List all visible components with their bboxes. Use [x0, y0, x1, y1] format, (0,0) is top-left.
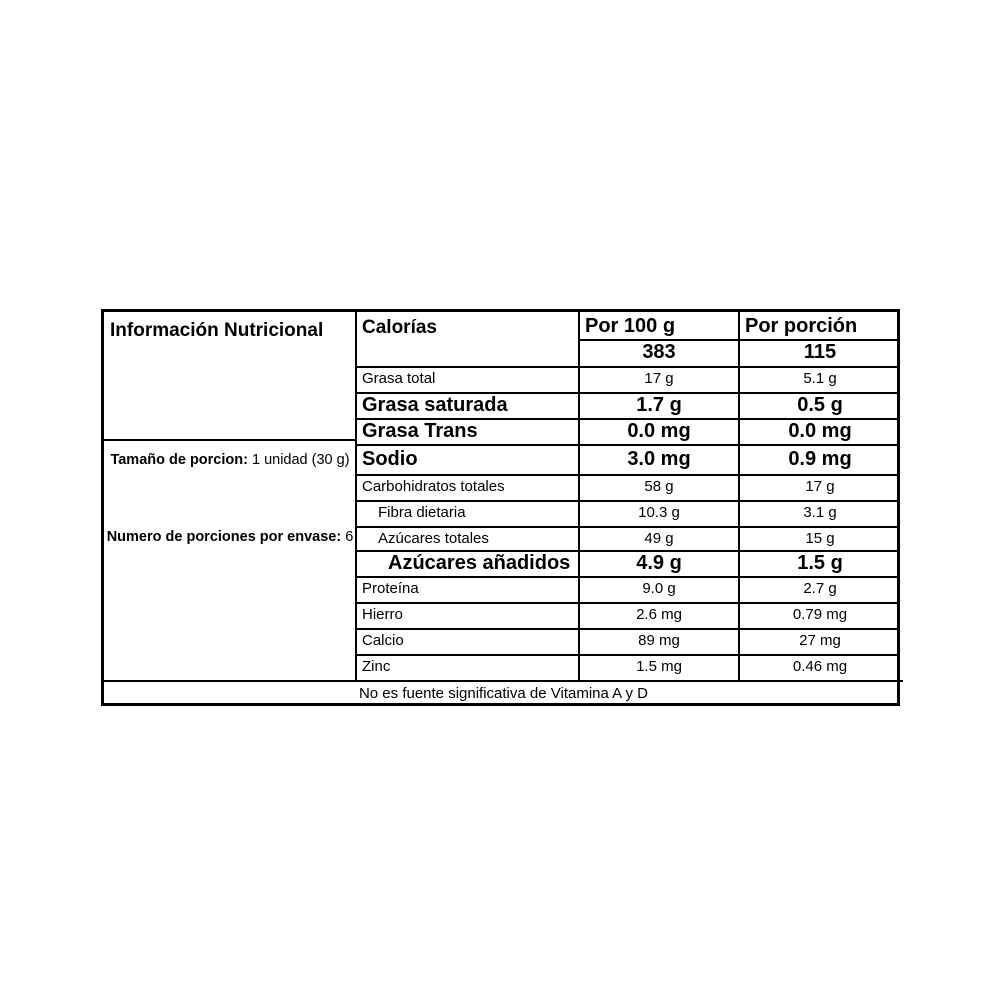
- nutrient-per-100g: 1.5 mg: [636, 658, 682, 675]
- nutrient-per-portion: 0.0 mg: [788, 420, 852, 442]
- nutrient-per-portion: 3.1 g: [803, 504, 837, 521]
- nutrient-per-portion: 1.5 g: [797, 552, 843, 574]
- nutrient-name: Carbohidratos totales: [362, 478, 505, 495]
- nutrient-per-portion: 17 g: [805, 478, 835, 495]
- nutrient-per-100g: 17 g: [644, 370, 674, 387]
- nutrient-name: Calcio: [362, 632, 404, 649]
- nutrient-name: Grasa saturada: [362, 394, 508, 416]
- nutrient-name: Azúcares añadidos: [388, 552, 571, 574]
- nutrient-per-100g: 0.0 mg: [627, 420, 691, 442]
- portions-value: 6: [345, 529, 354, 545]
- nutrient-per-100g: 10.3 g: [638, 504, 680, 521]
- calories-per-100g: 383: [642, 341, 676, 363]
- nutrient-per-portion: 2.7 g: [803, 580, 837, 597]
- nutrient-per-portion: 15 g: [805, 530, 835, 547]
- nutrient-per-portion: 5.1 g: [803, 370, 837, 387]
- nutrient-per-100g: 2.6 mg: [636, 606, 682, 623]
- calories-per-portion: 115: [803, 341, 837, 363]
- left-panel-divider: [104, 439, 356, 441]
- serving-size-value: 1 unidad (30 g): [251, 452, 350, 468]
- portions-label: Numero de porciones por envase:: [106, 529, 342, 545]
- serving-size: [104, 448, 356, 473]
- nutrient-per-100g: 9.0 g: [642, 580, 676, 597]
- nutrient-per-portion: 0.5 g: [797, 394, 843, 416]
- nutrient-per-portion: 0.79 mg: [792, 606, 848, 623]
- nutrient-name: Grasa Trans: [362, 420, 478, 442]
- nutrient-name: Azúcares totales: [378, 530, 489, 547]
- nutrient-per-100g: 1.7 g: [636, 394, 682, 416]
- nutrient-per-portion: 27 mg: [799, 632, 841, 649]
- portions-per-package: [104, 525, 356, 550]
- nutrient-per-100g: 89 mg: [638, 632, 680, 649]
- panel-title: Información Nutricional: [110, 320, 324, 341]
- nutrient-name: Sodio: [362, 448, 418, 470]
- serving-size-label: Tamaño de porcion:: [110, 452, 248, 468]
- nutrient-per-100g: 49 g: [644, 530, 674, 547]
- footer-note: No es fuente significativa de Vitamina A y D: [358, 685, 649, 702]
- nutrient-name: Hierro: [362, 606, 403, 623]
- nutrient-name: Zinc: [362, 658, 391, 675]
- nutrient-name: Grasa total: [362, 370, 436, 387]
- nutrient-per-portion: 0.46 mg: [792, 658, 848, 675]
- per-portion-header: Por porción: [745, 315, 858, 337]
- nutrition-facts-table: [101, 309, 900, 706]
- nutrient-per-100g: 4.9 g: [636, 552, 682, 574]
- per-100g-header: Por 100 g: [585, 315, 676, 337]
- nutrient-per-100g: 3.0 mg: [627, 448, 691, 470]
- nutrient-per-portion: 0.9 mg: [788, 448, 852, 470]
- nutrient-per-100g: 58 g: [644, 478, 674, 495]
- nutrient-name: Fibra dietaria: [378, 504, 466, 521]
- calories-label: Calorías: [362, 317, 437, 338]
- nutrient-name: Proteína: [362, 580, 419, 597]
